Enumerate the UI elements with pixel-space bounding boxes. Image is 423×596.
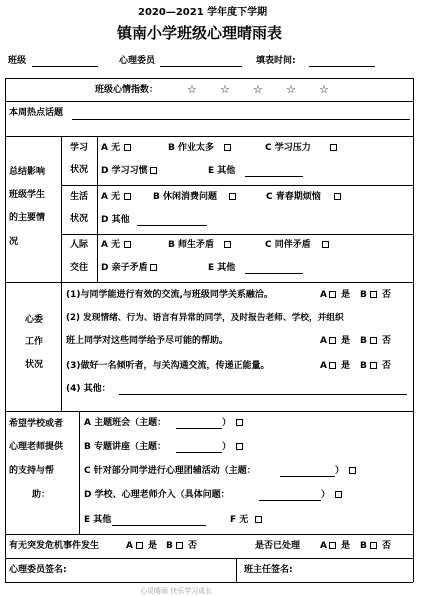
life-label: 生活 (70, 192, 89, 202)
support-option-a: A 主题班会（主题： (84, 418, 167, 428)
study-a-checkbox[interactable] (124, 144, 131, 151)
support-c-paren: ） (335, 466, 345, 476)
work-1-yes-checkbox[interactable] (329, 291, 336, 298)
relations-b-checkbox[interactable] (224, 241, 231, 248)
handled-yes-checkbox[interactable] (329, 542, 336, 549)
relations-option-e: E 其他 (208, 263, 236, 273)
hot-topic-field[interactable] (72, 119, 410, 120)
work-item-2-line2: 班上同学对这些同学给予尽可能的帮助。 (66, 336, 229, 346)
handled-no-checkbox[interactable] (370, 542, 377, 549)
work-1-yes-label: 是 (341, 290, 351, 300)
support-option-e: E 其他 (84, 515, 112, 525)
crisis-yes-letter: A (126, 541, 133, 551)
support-a-checkbox[interactable] (236, 419, 243, 426)
work-3-no-checkbox[interactable] (370, 362, 377, 369)
relations-option-c: C 同伴矛盾 (265, 240, 311, 250)
work-1-no-letter: B (360, 290, 367, 300)
support-side-label: 助： (32, 490, 51, 500)
crisis-no-label: 否 (188, 541, 198, 551)
work-3-no-label: 否 (382, 361, 392, 371)
relations-label: 交往 (70, 263, 89, 273)
work-3-no-letter: B (360, 361, 367, 371)
study-option-b: B 作业太多 (168, 143, 214, 153)
study-option-a: A 无 (101, 143, 121, 153)
study-option-c: C 学习压力 (265, 143, 311, 153)
work-2-yes-checkbox[interactable] (329, 337, 336, 344)
life-label: 状况 (70, 214, 89, 224)
work-item-2-line1: (2) 发现情绪、行为、语言有异常的同学，及时报告老师、学校，并组织 (66, 313, 344, 323)
committee-signature-label: 心理委员签名: (9, 565, 67, 575)
page-title: 镇南小学班级心理晴雨表 (117, 24, 283, 42)
study-d-checkbox[interactable] (150, 167, 157, 174)
support-b-paren: ） (222, 442, 232, 452)
support-a-field[interactable] (176, 428, 222, 429)
work-item-1: (1)与同学能进行有效的交流,与班级同学关系融洽。 (66, 290, 273, 300)
handled-label: 是否已处理 (255, 541, 301, 551)
work-side-label: 工作 (25, 337, 44, 347)
work-1-no-label: 否 (382, 290, 392, 300)
study-other-field[interactable] (245, 176, 303, 177)
support-d-checkbox[interactable] (335, 491, 342, 498)
class-field[interactable] (32, 66, 98, 67)
crisis-no-letter: B (166, 541, 173, 551)
life-a-checkbox[interactable] (124, 193, 131, 200)
work-3-yes-label: 是 (341, 361, 351, 371)
support-b-checkbox[interactable] (236, 443, 243, 450)
life-other-field[interactable] (137, 225, 207, 226)
support-side-label: 心理老师提供 (9, 442, 64, 452)
support-option-b: B 专题讲座（主题： (84, 442, 166, 452)
work-2-no-checkbox[interactable] (370, 337, 377, 344)
hot-topic-label: 本周热点话题 (9, 108, 64, 118)
work-2-yes-label: 是 (341, 336, 351, 346)
crisis-label: 有无突发危机事件发生 (9, 541, 100, 551)
work-3-yes-checkbox[interactable] (329, 362, 336, 369)
crisis-yes-label: 是 (148, 541, 158, 551)
support-side-label: 的支持与帮 (9, 466, 55, 476)
factors-side-label: 总结影响 (9, 167, 46, 177)
work-1-yes-letter: A (320, 290, 327, 300)
work-2-no-letter: B (360, 336, 367, 346)
mood-star[interactable]: ☆ (286, 83, 296, 96)
relations-c-checkbox[interactable] (322, 241, 329, 248)
study-option-e: E 其他 (208, 166, 236, 176)
year-title: 2020—2021 学年度下学期 (138, 7, 268, 18)
study-c-checkbox[interactable] (330, 144, 337, 151)
fill-time-field[interactable] (309, 66, 375, 67)
factors-side-label: 况 (9, 237, 19, 247)
study-label: 状况 (70, 165, 89, 175)
factors-side-label: 的主要情 (9, 213, 46, 223)
life-option-d: D 其他 (101, 215, 130, 225)
support-a-paren: ） (222, 418, 232, 428)
work-item-4: (4) 其他： (66, 384, 111, 394)
footer-text: 心灵晴雨 快乐学习成长 (140, 587, 213, 595)
work-2-no-label: 否 (382, 336, 392, 346)
class-label: 班级 (8, 56, 27, 66)
relations-option-b: B 师生矛盾 (168, 240, 214, 250)
factors-side-label: 班级学生 (9, 190, 46, 200)
support-side-label: 希望学校或者 (9, 419, 64, 429)
handled-no-label: 否 (382, 541, 392, 551)
support-option-d: D 学校、心理老师介入（具体问题： (84, 490, 230, 500)
life-option-a: A 无 (101, 192, 121, 202)
relations-a-checkbox[interactable] (124, 241, 131, 248)
mood-star[interactable]: ☆ (253, 83, 263, 96)
support-e-field[interactable] (112, 525, 206, 526)
committee-label: 心理委员 (119, 56, 156, 66)
handled-yes-letter: A (320, 541, 327, 551)
handled-yes-label: 是 (341, 541, 351, 551)
life-c-checkbox[interactable] (334, 193, 341, 200)
work-item-3: (3)做好一名倾听者，与关沟通交流，传递正能量。 (66, 361, 270, 371)
study-b-checkbox[interactable] (224, 144, 231, 151)
work-other-field[interactable] (119, 394, 407, 395)
support-f-checkbox[interactable] (255, 516, 262, 523)
work-3-yes-letter: A (320, 361, 327, 371)
life-b-checkbox[interactable] (229, 193, 236, 200)
relations-option-a: A 无 (101, 240, 121, 250)
support-b-field[interactable] (176, 452, 222, 453)
life-option-c: C 青春期烦恼 (266, 192, 321, 202)
mood-star[interactable]: ☆ (187, 83, 197, 96)
support-c-checkbox[interactable] (349, 467, 356, 474)
support-option-f: F 无 (230, 515, 249, 525)
committee-field[interactable] (160, 66, 242, 67)
handled-no-letter: B (360, 541, 367, 551)
work-1-no-checkbox[interactable] (370, 291, 377, 298)
support-option-c: C 针对部分同学进行心理团辅活动（主题： (84, 466, 256, 476)
relations-other-field[interactable] (245, 273, 303, 274)
support-d-paren: ） (321, 490, 331, 500)
teacher-signature-label: 班主任签名: (244, 565, 293, 575)
work-side-label: 心委 (25, 315, 44, 325)
support-c-field[interactable] (280, 476, 335, 477)
support-d-field[interactable] (259, 500, 321, 501)
fill-time-label: 填表时间: (256, 56, 296, 66)
crisis-yes-checkbox[interactable] (136, 542, 143, 549)
relations-label: 人际 (70, 240, 89, 250)
crisis-no-checkbox[interactable] (176, 542, 183, 549)
mood-star[interactable]: ☆ (319, 83, 329, 96)
relations-d-checkbox[interactable] (150, 264, 157, 271)
study-label: 学习 (70, 143, 89, 153)
relations-option-d: D 亲子矛盾 (101, 263, 148, 273)
work-side-label: 状况 (25, 360, 44, 370)
mood-label: 班级心情指数： (95, 85, 159, 95)
work-2-yes-letter: A (320, 336, 327, 346)
life-option-b: B 休闲消费问题 (153, 192, 217, 202)
mood-star[interactable]: ☆ (220, 83, 230, 96)
study-option-d: D 学习习惯 (101, 166, 148, 176)
